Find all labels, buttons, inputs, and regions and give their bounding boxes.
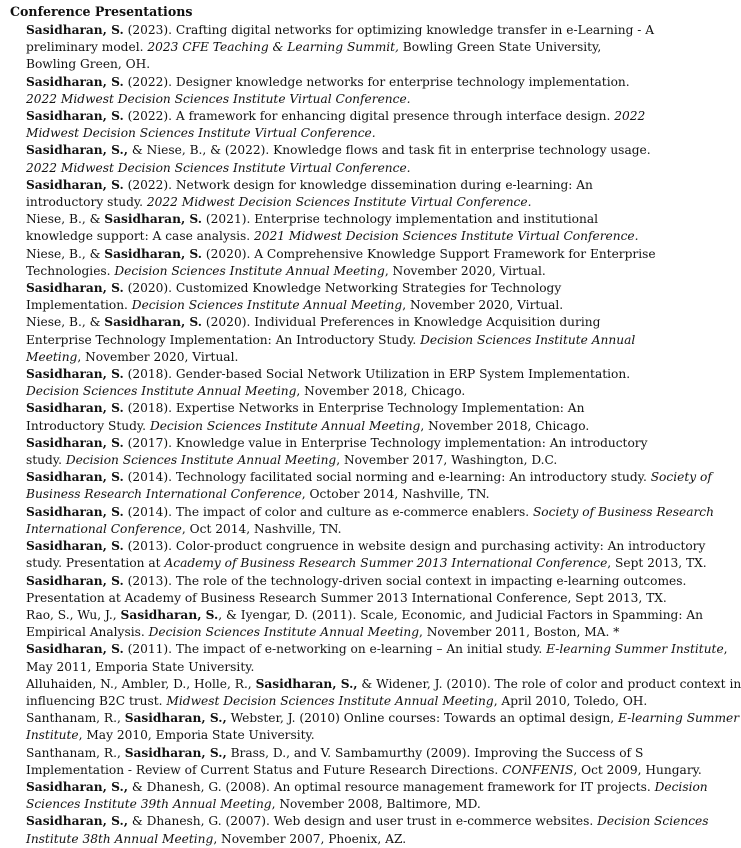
- author-name-bold: Sasidharan, S.,: [255, 676, 358, 691]
- citation-line: [26, 624, 738, 641]
- author-name-bold: Sasidharan, S.: [26, 573, 124, 588]
- citation-entry: [26, 22, 738, 74]
- citation-line: [26, 814, 709, 828]
- citation-text: influencing B2C trust.: [26, 693, 167, 708]
- citation-text: (2022). Designer knowledge networks for enterprise technology implementation.: [123, 74, 630, 89]
- citation-line: [26, 762, 738, 779]
- citation-line: [26, 23, 654, 37]
- author-name-bold: Sasidharan, S.: [26, 401, 124, 416]
- citation-text: Alluhaiden, N., Ambler, D., Holle, R.,: [26, 676, 256, 691]
- citation-line: [26, 297, 738, 314]
- citation-text: (2020). Customized Knowledge Networking Strategies for Technology: [123, 281, 562, 296]
- citation-line: [26, 677, 741, 691]
- citation-text: (2018). Gender-based Social Network Utilization in ERP System Implementation.: [123, 367, 631, 382]
- citation-line: [26, 383, 738, 400]
- citation-text: study.: [26, 453, 66, 468]
- author-name-bold: Sasidharan, S.: [26, 177, 124, 192]
- author-name-bold: Sasidharan, S.: [104, 246, 203, 261]
- citation-text: introductory study.: [26, 195, 147, 210]
- author-name-bold: Sasidharan, S.: [26, 74, 124, 89]
- citation-entry: [26, 573, 738, 607]
- citation-line: [26, 693, 738, 710]
- citation-line: [26, 349, 738, 366]
- citation-line: [26, 332, 738, 349]
- venue-italic: 2022: [614, 109, 646, 124]
- citation-line: [26, 727, 738, 744]
- citation-text: (2020). Individual Preferences in Knowledge Acquisition during: [202, 315, 601, 330]
- author-name-bold: Sasidharan, S.,: [26, 814, 128, 829]
- venue-italic: Decision Sciences Institute Annual Meeting: [148, 625, 420, 640]
- venue-italic: 2023 CFE Teaching & Learning Summit,: [147, 40, 399, 55]
- citation-text: & Widener, J. (2010). The role of color and product context in: [357, 676, 741, 691]
- venue-italic: Decision Sciences Institute Annual Meeting: [65, 453, 337, 468]
- citation-text: Niese, B., &: [26, 315, 105, 330]
- venue-italic: E-learning Summer Institute: [546, 642, 724, 657]
- venue-italic: Decision Sciences Institute Annual Meeting: [26, 384, 297, 399]
- citation-line: [26, 642, 728, 656]
- venue-italic: Institute 38th Annual Meeting: [26, 831, 214, 846]
- venue-italic: 2022 Midwest Decision Sciences Institute Virtual Conference.: [146, 195, 532, 210]
- author-name-bold: Sasidharan, S.,: [124, 745, 227, 760]
- citation-line: [26, 247, 656, 261]
- citation-line: [26, 780, 708, 794]
- venue-italic: Decision Sciences Institute Annual Meeting: [149, 418, 421, 433]
- section-heading: Conference Presentations: [10, 4, 193, 19]
- citation-entry: [26, 280, 738, 314]
- citation-entry: [26, 538, 738, 572]
- presentation-list: [26, 22, 741, 848]
- citation-line: [26, 91, 738, 108]
- citation-text: (2018). Expertise Networks in Enterprise Technology Implementation: An: [123, 401, 585, 416]
- citation-line: [26, 574, 686, 588]
- venue-italic: Decision: [654, 779, 708, 794]
- citation-line: [26, 401, 584, 415]
- author-name-bold: Sasidharan, S.,: [26, 779, 128, 794]
- citation-line: [26, 367, 630, 381]
- venue-italic: Business Research International Conference: [26, 487, 302, 502]
- citation-line: [26, 436, 648, 450]
- venue-italic: 2022 Midwest Decision Sciences Institute Virtual Conference.: [26, 91, 411, 106]
- citation-entry: [26, 607, 738, 641]
- citation-line: [26, 505, 714, 519]
- venue-italic: Society of Business Research: [532, 504, 714, 519]
- author-name-bold: Sasidharan, S.: [104, 315, 203, 330]
- citation-text: , October 2014, Nashville, TN.: [301, 487, 490, 502]
- citation-text: (2017). Knowledge value in Enterprise Technology implementation: An introductory: [123, 435, 648, 450]
- venue-italic: Midwest Decision Sciences Institute Annual Meeting: [166, 693, 494, 708]
- author-name-bold: Sasidharan, S.: [26, 23, 124, 37]
- venue-italic: Decision Sciences Institute Annual: [420, 332, 636, 347]
- citation-text: preliminary model.: [26, 40, 148, 55]
- citation-text: & Dhanesh, G. (2008). An optimal resource management framework for IT projects.: [128, 779, 655, 794]
- citation-text: Empirical Analysis.: [26, 625, 149, 640]
- citation-line: [26, 228, 738, 245]
- citation-text: knowledge support: A case analysis.: [26, 229, 254, 244]
- author-name-bold: Sasidharan, S.: [26, 109, 124, 124]
- citation-line: [26, 796, 738, 813]
- citation-entry: [26, 745, 738, 779]
- citation-text: Santhanam, R.,: [26, 745, 125, 760]
- citation-line: [26, 659, 738, 676]
- citation-line: [26, 831, 738, 848]
- venue-italic: 2022 Midwest Decision Sciences Institute Virtual Conference.: [26, 160, 411, 175]
- citation-line: [26, 143, 651, 157]
- citation-text: (2013). Color-product congruence in website design and purchasing activity: An introductory: [123, 539, 706, 554]
- citation-line: [26, 212, 598, 226]
- citation-text: & Dhanesh, G. (2007). Web design and user trust in e-commerce websites.: [128, 814, 598, 829]
- citation-entry: [26, 366, 738, 400]
- author-name-bold: Sasidharan, S.: [26, 642, 124, 657]
- citation-line: [26, 590, 738, 607]
- citation-text: , November 2017, Washington, D.C.: [336, 453, 558, 468]
- citation-entry: [26, 641, 738, 675]
- citation-text: , November 2007, Phoenix, AZ.: [213, 831, 407, 846]
- author-name-bold: Sasidharan, S.: [26, 539, 124, 554]
- citation-line: [26, 125, 738, 142]
- citation-text: (2013). The role of the technology-driven social context in impacting e-learning outcomes.: [123, 573, 687, 588]
- citation-entry: [26, 504, 738, 538]
- citation-entry: [26, 469, 738, 503]
- citation-line: [26, 711, 739, 725]
- citation-entry: [26, 74, 738, 108]
- citation-text: , & Iyengar, D. (2011). Scale, Economic, and Judicial Factors in Spamming: An: [218, 607, 703, 622]
- citation-line: [26, 418, 738, 435]
- citation-text: (2023). Crafting digital networks for optimizing knowledge transfer in e-Learning - A: [123, 23, 655, 37]
- citation-entry: [26, 211, 738, 245]
- venue-italic: E-learning Summer: [617, 711, 740, 726]
- citation-text: (2011). The impact of e-networking on e-learning – An initial study.: [123, 642, 547, 657]
- citation-entry: [26, 779, 738, 813]
- citation-text: (2020). A Comprehensive Knowledge Support Framework for Enterprise: [202, 246, 656, 261]
- citation-line: [26, 608, 703, 622]
- citation-text: Santhanam, R.,: [26, 711, 125, 726]
- citation-text: Rao, S., Wu, J.,: [26, 607, 121, 622]
- citation-text: , November 2018, Chicago.: [420, 418, 590, 433]
- venue-italic: Decision Sciences: [597, 814, 709, 829]
- author-name-bold: Sasidharan, S.: [26, 470, 124, 485]
- author-name-bold: Sasidharan, S.: [104, 212, 203, 227]
- citation-entry: [26, 108, 738, 142]
- venue-italic: 2021 Midwest Decision Sciences Institute Virtual Conference.: [253, 229, 639, 244]
- citation-text: Implementation.: [26, 298, 132, 313]
- citation-text: Implementation - Review of Current Status and Future Research Directions.: [26, 762, 503, 777]
- venue-italic: Sciences Institute 39th Annual Meeting: [26, 797, 272, 812]
- citation-text: Brass, D., and V. Sambamurthy (2009). Improving the Success of S: [226, 745, 644, 760]
- citation-text: Niese, B., &: [26, 246, 105, 261]
- author-name-bold: Sasidharan, S.: [120, 607, 219, 622]
- citation-text: & Niese, B., & (2022). Knowledge flows and task fit in enterprise technology usage.: [128, 143, 651, 158]
- citation-text: May 2011, Emporia State University.: [26, 659, 255, 674]
- citation-text: (2014). The impact of color and culture as e-commerce enablers.: [123, 504, 533, 519]
- citation-text: , Sept 2013, TX.: [607, 556, 707, 571]
- citation-line: [26, 315, 600, 329]
- author-name-bold: Sasidharan, S.,: [124, 711, 227, 726]
- author-name-bold: Sasidharan, S.: [26, 281, 124, 296]
- author-name-bold: Sasidharan, S.: [26, 367, 124, 382]
- citation-entry: [26, 710, 738, 744]
- citation-entry: [26, 813, 738, 847]
- citation-line: [26, 452, 738, 469]
- citation-text: , Oct 2009, Hungary.: [573, 762, 702, 777]
- citation-entry: [26, 314, 738, 366]
- citation-entry: [26, 177, 738, 211]
- citation-entry: [26, 246, 738, 280]
- citation-text: , November 2020, Virtual.: [402, 298, 564, 313]
- citation-text: , November 2018, Chicago.: [296, 384, 466, 399]
- citation-text: (2022). A framework for enhancing digital presence through interface design.: [123, 109, 615, 124]
- citation-entry: [26, 142, 738, 176]
- citation-line: [26, 281, 561, 295]
- citation-line: [26, 539, 705, 553]
- venue-italic: Decision Sciences Institute Annual Meeting: [114, 263, 385, 278]
- citation-entry: [26, 400, 738, 434]
- citation-text: Enterprise Technology Implementation: An Introductory Study.: [26, 332, 421, 347]
- citation-line: [26, 263, 738, 280]
- author-name-bold: Sasidharan, S.: [26, 435, 124, 450]
- citation-text: ,: [723, 642, 728, 657]
- citation-line: [26, 160, 738, 177]
- venue-italic: Meeting: [26, 349, 78, 364]
- citation-text: Niese, B., &: [26, 212, 105, 227]
- citation-text: (2014). Technology facilitated social norming and e-learning: An introductory study.: [123, 470, 651, 485]
- citation-entry: [26, 676, 741, 710]
- citation-line: [26, 178, 593, 192]
- citation-text: , Oct 2014, Nashville, TN.: [181, 521, 342, 536]
- venue-italic: Institute: [26, 728, 79, 743]
- citation-text: Bowling Green State University,: [398, 40, 602, 55]
- venue-italic: Academy of Business Research Summer 2013 International Conference: [164, 556, 608, 571]
- citation-line: [26, 746, 643, 760]
- citation-text: , May 2010, Emporia State University.: [78, 728, 315, 743]
- citation-text: Presentation at Academy of Business Research Summer 2013 International Conference, Sept 2013, TX.: [26, 590, 667, 605]
- author-name-bold: Sasidharan, S.: [26, 504, 124, 519]
- citation-line: [26, 521, 738, 538]
- citation-line: [26, 109, 645, 123]
- citation-text: Introductory Study.: [26, 418, 150, 433]
- citation-line: [26, 486, 738, 503]
- citation-text: , November 2011, Boston, MA. *: [419, 625, 620, 640]
- citation-text: , November 2020, Virtual.: [384, 263, 546, 278]
- venue-italic: Society of: [650, 470, 712, 485]
- venue-italic: Decision Sciences Institute Annual Meeting: [131, 298, 403, 313]
- citation-entry: [26, 435, 738, 469]
- citation-text: (2021). Enterprise technology implementation and institutional: [202, 212, 598, 227]
- citation-line: [26, 470, 712, 484]
- author-name-bold: Sasidharan, S.,: [26, 143, 128, 158]
- citation-line: [26, 75, 630, 89]
- citation-text: Technologies.: [26, 263, 115, 278]
- venue-italic: CONFENIS: [502, 762, 574, 777]
- venue-italic: Midwest Decision Sciences Institute Virtual Conference.: [26, 126, 376, 141]
- citation-line: [26, 555, 738, 572]
- citation-text: (2022). Network design for knowledge dissemination during e-learning: An: [123, 177, 593, 192]
- citation-text: , April 2010, Toledo, OH.: [493, 693, 648, 708]
- citation-text: Webster, J. (2010) Online courses: Towards an optimal design,: [226, 711, 618, 726]
- citation-text: , November 2020, Virtual.: [77, 349, 239, 364]
- citation-text: , November 2008, Baltimore, MD.: [271, 797, 481, 812]
- citation-line: [26, 39, 738, 56]
- citation-text: Bowling Green, OH.: [26, 57, 151, 72]
- citation-line: [26, 194, 738, 211]
- venue-italic: International Conference: [26, 521, 182, 536]
- citation-line: [26, 56, 738, 73]
- citation-text: study. Presentation at: [26, 556, 165, 571]
